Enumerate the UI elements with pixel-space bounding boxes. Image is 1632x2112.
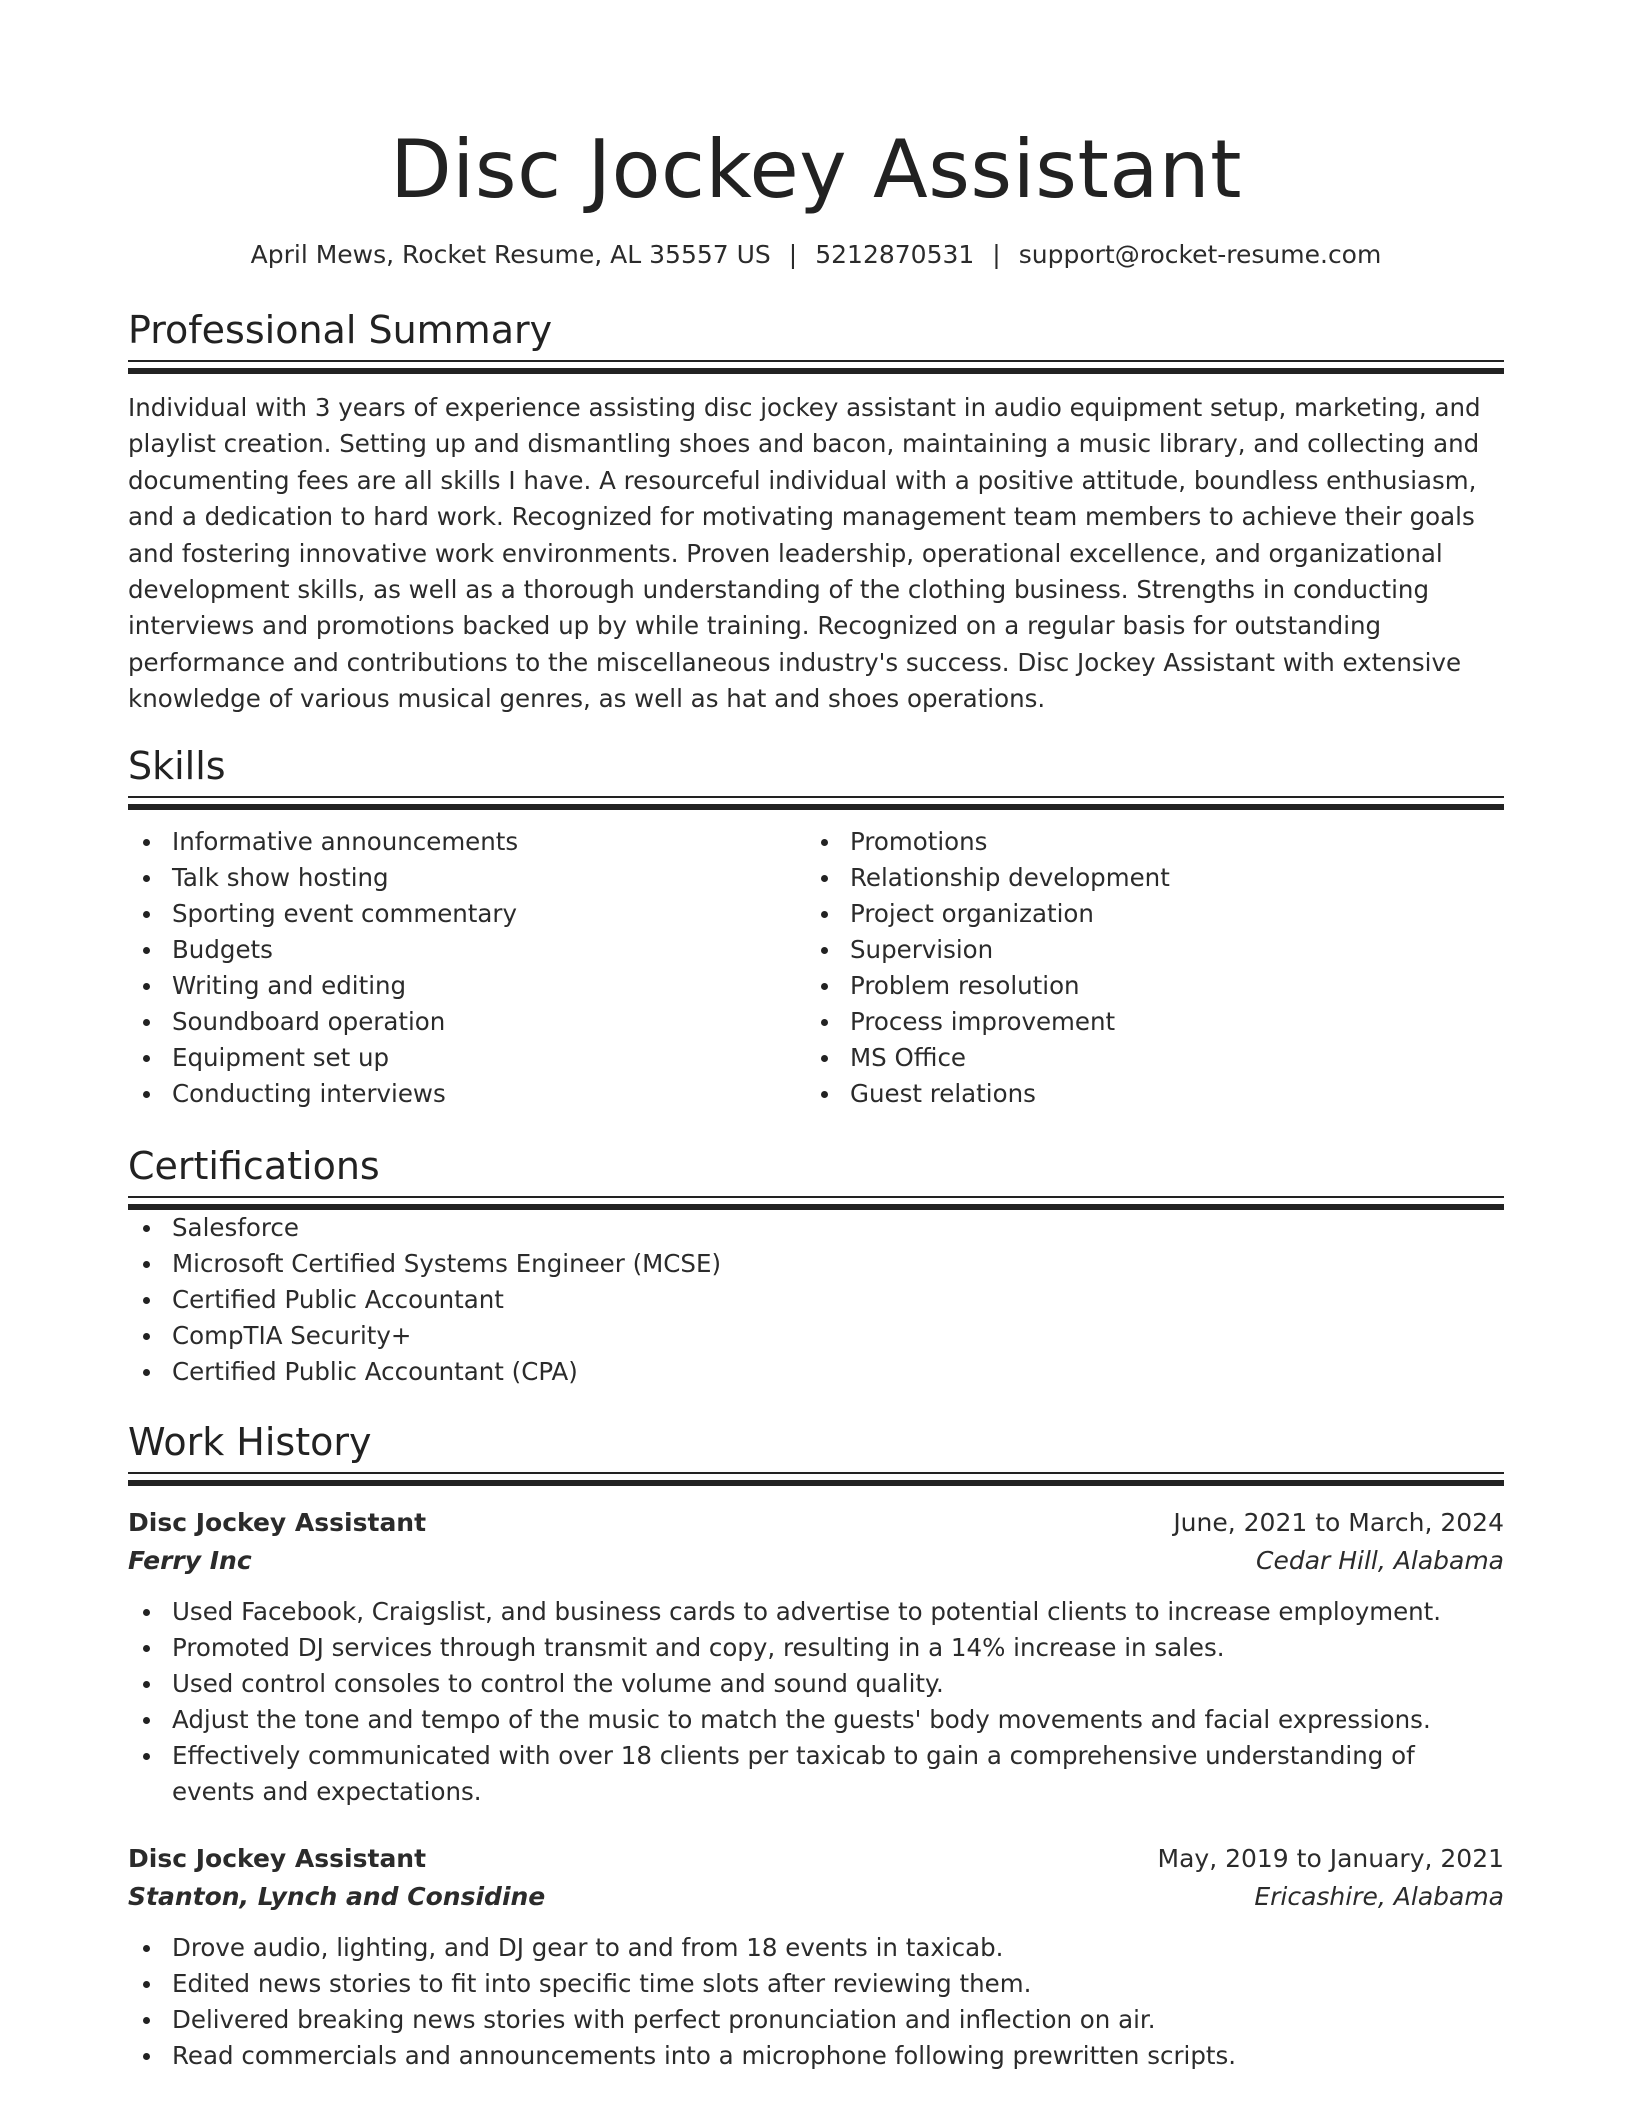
section-title-skills: Skills	[128, 743, 226, 788]
skill-item: Informative announcements	[128, 824, 806, 860]
job-dates: May, 2019 to January, 2021	[1157, 1843, 1504, 1873]
certification-item: Certified Public Accountant (CPA)	[128, 1354, 1504, 1390]
skill-item: Problem resolution	[806, 968, 1484, 1004]
skills-column-right	[806, 824, 1484, 1112]
job-location: Ericashire, Alabama	[1254, 1881, 1504, 1911]
job-bullet: Promoted DJ services through transmit and copy, resulting in a 14% increase in sales.	[128, 1630, 1504, 1666]
skill-item: Project organization	[806, 896, 1484, 932]
certification-item: Certified Public Accountant	[128, 1282, 1504, 1318]
skill-item: Budgets	[128, 932, 806, 968]
certification-item: Microsoft Certified Systems Engineer (MCSE)	[128, 1246, 1504, 1282]
certification-item: CompTIA Security+	[128, 1318, 1504, 1354]
job-location: Cedar Hill, Alabama	[1255, 1545, 1504, 1575]
skills-section	[128, 742, 1504, 1112]
section-title-certifications: Certifications	[128, 1143, 380, 1188]
skill-item: Relationship development	[806, 860, 1484, 896]
job-bullet: Used control consoles to control the volume and sound quality.	[128, 1666, 1504, 1702]
job-bullet: Drove audio, lighting, and DJ gear to and from 18 events in taxicab.	[128, 1930, 1504, 1966]
skill-item: Promotions	[806, 824, 1484, 860]
summary-section	[128, 306, 1504, 718]
skill-item: Talk show hosting	[128, 860, 806, 896]
skill-item: Conducting interviews	[128, 1076, 806, 1112]
job-bullet: Edited news stories to fit into specific time slots after reviewing them.	[128, 1966, 1504, 2002]
section-divider	[128, 360, 1504, 374]
skill-item: Sporting event commentary	[128, 896, 806, 932]
section-divider	[128, 796, 1504, 810]
job-bullet: Adjust the tone and tempo of the music to match the guests' body movements and facial expressions.	[128, 1702, 1504, 1738]
certifications-section	[128, 1142, 1504, 1390]
job-subheader-row	[128, 1542, 1504, 1580]
certifications-list	[128, 1210, 1504, 1390]
job-bullet: Effectively communicated with over 18 clients per taxicab to gain a comprehensive understanding of events and expectations.	[128, 1738, 1504, 1810]
skills-column-left	[128, 824, 806, 1112]
section-title-summary: Professional Summary	[128, 308, 553, 352]
skill-item: Writing and editing	[128, 968, 806, 1004]
certification-item: Salesforce	[128, 1210, 1504, 1246]
contact-separator: |	[788, 240, 798, 269]
job-bullet: Delivered breaking news stories with perfect pronunciation and inflection on air.	[128, 2002, 1504, 2038]
resume-page	[128, 0, 1504, 2074]
job-subheader-row	[128, 1878, 1504, 1916]
contact-address: April Mews, Rocket Resume, AL 35557 US	[250, 240, 771, 269]
job-dates: June, 2021 to March, 2024	[1173, 1507, 1504, 1537]
skills-grid	[128, 824, 1504, 1112]
skill-item: Guest relations	[806, 1076, 1484, 1112]
skill-item: Supervision	[806, 932, 1484, 968]
skill-item: Soundboard operation	[128, 1004, 806, 1040]
job-bullets	[128, 1594, 1504, 1810]
job-title: Disc Jockey Assistant	[128, 1843, 427, 1873]
section-title-work-history: Work History	[128, 1419, 372, 1464]
contact-line	[128, 238, 1504, 272]
skill-item: Process improvement	[806, 1004, 1484, 1040]
job-bullet: Used Facebook, Craigslist, and business cards to advertise to potential clients to increase employment.	[128, 1594, 1504, 1630]
job-entry	[128, 1840, 1504, 2074]
contact-separator: |	[992, 240, 1001, 269]
job-header-row	[128, 1504, 1504, 1542]
contact-email: support@rocket-resume.com	[1018, 240, 1382, 269]
job-bullet: Read commercials and announcements into a microphone following prewritten scripts.	[128, 2038, 1504, 2074]
skill-item: Equipment set up	[128, 1040, 806, 1076]
summary-text: Individual with 3 years of experience assisting disc jockey assistant in audio equipment setup, marketing, and playlist creation. Setting up and dismantling shoes and bacon, maintaining a music library, and collecting and documenting fees are all skills I have. A resourceful individual with a positive attitude, boundless enthusiasm, and a dedication to hard work. Recognized for motivating management team members to achieve their goals and fostering innovative work environments. Proven leadership, operational excellence, and organizational development skills, as well as a thorough understanding of the clothing business. Strengths in conducting interviews and promotions backed up by while training. Recognized on a regular basis for outstanding performance and contributions to the miscellaneous industry's success. Disc Jockey Assistant with extensive knowledge of various musical genres, as well as hat and shoes operations.	[128, 393, 1481, 714]
job-entry	[128, 1504, 1504, 1810]
job-bullets	[128, 1930, 1504, 2074]
job-company: Ferry Inc	[128, 1545, 252, 1575]
section-divider	[128, 1472, 1504, 1486]
contact-phone: 5212870531	[815, 240, 975, 269]
resume-name: Disc Jockey Assistant	[390, 123, 1242, 216]
section-divider	[128, 1196, 1504, 1210]
job-company: Stanton, Lynch and Considine	[128, 1881, 546, 1911]
work-history-section	[128, 1418, 1504, 2074]
job-header-row	[128, 1840, 1504, 1878]
job-title: Disc Jockey Assistant	[128, 1507, 427, 1537]
skill-item: MS Office	[806, 1040, 1484, 1076]
